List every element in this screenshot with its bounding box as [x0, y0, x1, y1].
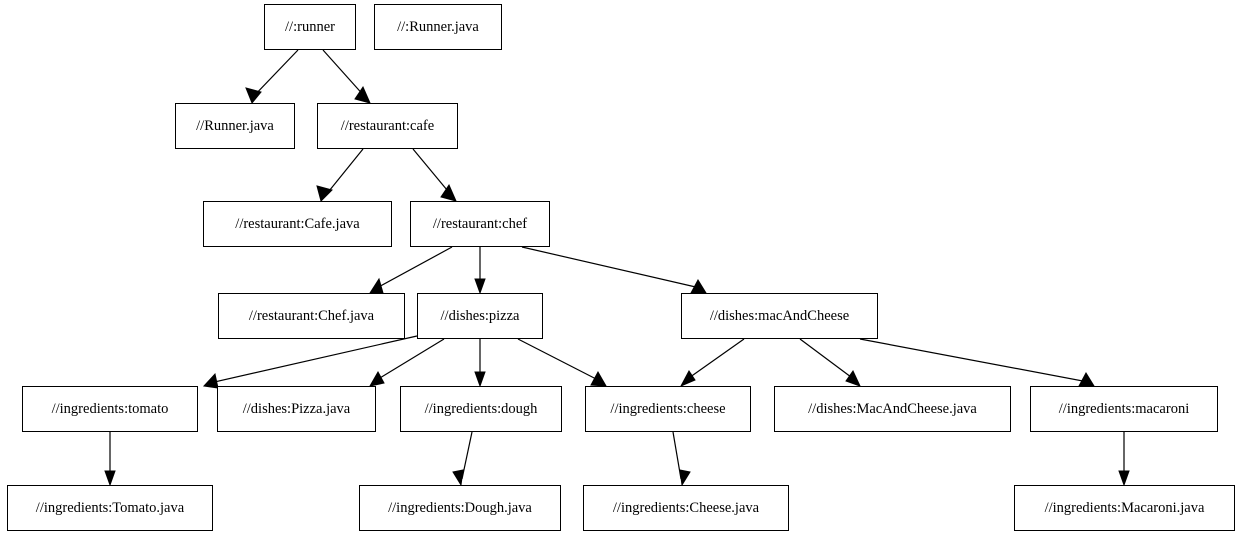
graph-edge-arrowhead [591, 372, 606, 386]
graph-edge-arrowhead [105, 471, 115, 485]
graph-node-label: //dishes:pizza [440, 307, 520, 324]
graph-node-label: //ingredients:Cheese.java [612, 499, 760, 516]
graph-node-dough_java[interactable] [359, 485, 561, 531]
graph-edge [800, 339, 855, 380]
graph-edge [252, 50, 298, 98]
graph-edge [323, 50, 366, 98]
graph-node-ing_dough[interactable] [400, 386, 562, 432]
graph-edge [518, 339, 600, 381]
graph-node-label: //ingredients:macaroni [1058, 400, 1190, 417]
graph-node-chef_java[interactable] [218, 293, 405, 339]
graph-node-restaurant_cafe[interactable] [317, 103, 458, 149]
graph-node-label: //Runner.java [196, 117, 274, 134]
graph-node-pizza_java[interactable] [217, 386, 376, 432]
graph-node-label: //ingredients:dough [424, 400, 538, 417]
graph-node-ing_cheese[interactable] [585, 386, 751, 432]
graph-node-label: //ingredients:Dough.java [388, 499, 532, 516]
graph-edge-arrowhead [1079, 373, 1094, 386]
graph-edge-arrowhead [370, 372, 384, 386]
graph-node-label: //restaurant:chef [432, 215, 528, 232]
graph-node-ing_tomato[interactable] [22, 386, 198, 432]
graph-node-macaroni_java[interactable] [1014, 485, 1235, 531]
graph-edge-arrowhead [846, 371, 860, 386]
graph-node-label: //restaurant:Chef.java [248, 307, 375, 324]
graph-node-ing_macaroni[interactable] [1030, 386, 1218, 432]
graph-node-runner_java_root[interactable] [374, 4, 502, 50]
graph-edge [375, 247, 452, 289]
graph-node-runner_java[interactable] [175, 103, 295, 149]
graph-edge [522, 247, 700, 288]
graph-node-label: //ingredients:Macaroni.java [1044, 499, 1205, 516]
graph-edge-arrowhead [475, 279, 485, 293]
graph-edge-arrowhead [1119, 471, 1129, 485]
graph-edge-arrowhead [317, 186, 332, 201]
graph-node-tomato_java[interactable] [7, 485, 213, 531]
graph-node-label: //ingredients:tomato [51, 400, 169, 417]
graph-edge [375, 339, 444, 381]
graph-node-label: //:runner [285, 18, 335, 35]
graph-node-label: //ingredients:Tomato.java [35, 499, 185, 516]
graph-edge-arrowhead [475, 372, 485, 386]
graph-node-label: //:Runner.java [397, 18, 479, 35]
graph-node-restaurant_chef[interactable] [410, 201, 550, 247]
graph-edge-arrowhead [453, 470, 463, 485]
graph-node-label: //dishes:macAndCheese [709, 307, 850, 324]
graph-edge-arrowhead [441, 185, 456, 201]
graph-edge-arrowhead [370, 279, 383, 293]
graph-node-cheese_java[interactable] [583, 485, 789, 531]
graph-node-dishes_macchz[interactable] [681, 293, 878, 339]
graph-edge [686, 339, 744, 380]
graph-edge-arrowhead [680, 470, 690, 485]
graph-node-dishes_pizza[interactable] [417, 293, 543, 339]
graph-node-label: //dishes:MacAndCheese.java [808, 400, 977, 417]
graph-edge [462, 432, 472, 479]
graph-node-label: //restaurant:cafe [340, 117, 435, 134]
graph-node-label: //dishes:Pizza.java [242, 400, 351, 417]
graph-edge-arrowhead [204, 374, 218, 388]
graph-edge [860, 339, 1088, 382]
graph-node-macchz_java[interactable] [774, 386, 1011, 432]
graph-node-label: //restaurant:Cafe.java [235, 215, 360, 232]
graph-node-label: //ingredients:cheese [610, 400, 726, 417]
graph-node-cafe_java[interactable] [203, 201, 392, 247]
graph-edge [325, 149, 363, 196]
graph-edge [210, 336, 417, 383]
graph-edge-arrowhead [681, 371, 695, 386]
graph-node-runner[interactable] [264, 4, 356, 50]
graph-edge-arrowhead [355, 87, 370, 103]
